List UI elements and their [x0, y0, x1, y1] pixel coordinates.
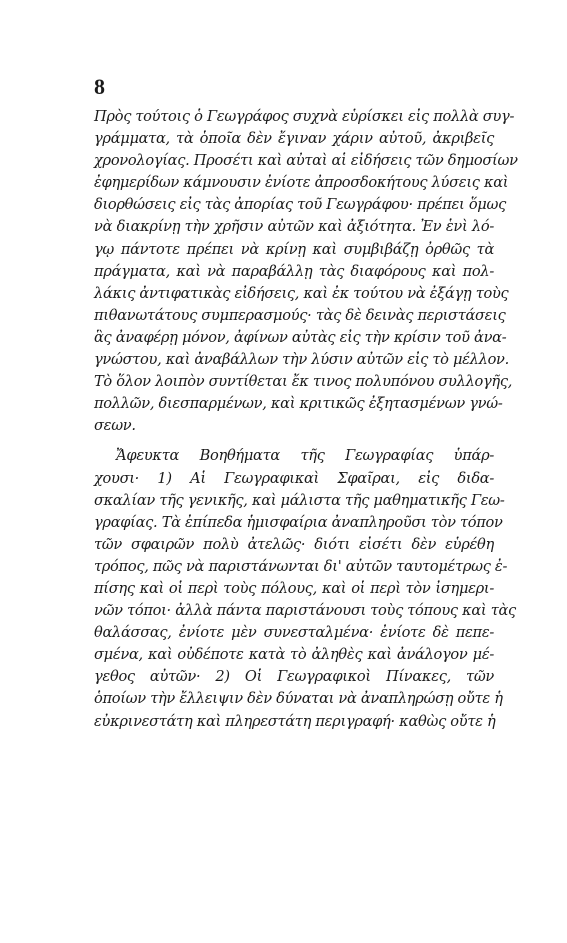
- paragraph-start-line: Ἄφευκτα Βοηθήματα τῆς Γεωγραφίας ὑπάρ-: [116, 447, 494, 465]
- text-line: πίσης καὶ οἱ περὶ τοὺς πόλους, καὶ οἱ περὶ τὸν ἰσημερι-: [94, 579, 494, 597]
- page-number: 8: [94, 74, 105, 99]
- text-line: νῶν τόποι· ἀλλὰ πάντα παριστάνουσι τοὺς τόπους καὶ τὰς: [94, 602, 516, 620]
- text-line: Πρὸς τούτοις ὁ Γεωγράφος συχνὰ εὑρίσκει εἰς πολλὰ συγ-: [94, 108, 515, 125]
- text-line: εὐκρινεστάτη καὶ πληρεστάτη περιγραφή· καθὼς οὔτε ἡ: [94, 712, 496, 730]
- text-line: χουσι· 1) Αἱ Γεωγραφικαὶ Σφαῖραι, εἰς διδα-: [94, 469, 494, 487]
- text-line: τρόπος, πῶς νὰ παριστάνωνται δι' αὐτῶν ταυτομέτρως ἐ-: [94, 557, 508, 575]
- text-line: πολλῶν, διεσπαρμένων, καὶ κριτικῶς ἐξητασμένων γνώ-: [94, 395, 503, 413]
- text-line: Τὸ ὅλον λοιπὸν συντίθεται ἔκ τινος πολυπόνου συλλογῆς,: [94, 373, 513, 391]
- text-line: νὰ διακρίνῃ τὴν χρῆσιν αὐτῶν καὶ ἀξιότητα. Ἐν ἑνὶ λό-: [94, 218, 494, 236]
- text-line: γῳ πάντοτε πρέπει νὰ κρίνῃ καὶ συμβιβάζῃ ὀρθῶς τὰ: [94, 240, 494, 258]
- text-line: σμένα, καὶ οὐδέποτε κατὰ τὸ ἀληθὲς καὶ ἀνάλογον μέ-: [94, 646, 494, 664]
- text-line: σκαλίαν τῆς γενικῆς, καὶ μάλιστα τῆς μαθηματικῆς Γεω-: [94, 491, 505, 509]
- text-line: σεων.: [94, 417, 136, 435]
- text-line: γραφίας. Τὰ ἐπίπεδα ἡμισφαίρια ἀναπληροῦσι τὸν τόπον: [94, 513, 503, 531]
- text-line: πιθανωτάτους συμπερασμούς· τὰς δὲ δεινὰς περιστάσεις: [94, 306, 506, 324]
- text-line: γράμματα, τὰ ὁποῖα δὲν ἔγιναν χάριν αὐτοῦ, ἀκριβεῖς: [94, 130, 494, 148]
- text-line: λάκις ἀντιφατικὰς εἰδήσεις, καὶ ἐκ τούτου νὰ ἐξάγῃ τοὺς: [94, 284, 509, 302]
- text-line: γνώστου, καὶ ἀναβάλλων τὴν λύσιν αὐτῶν εἰς τὸ μέλλον.: [94, 351, 509, 369]
- text-line: πράγματα, καὶ νὰ παραβάλλῃ τὰς διαφόρους καὶ πολ-: [94, 262, 494, 280]
- text-line: ὁποίων τὴν ἔλλειψιν δὲν δύναται νὰ ἀναπληρώσῃ οὔτε ἡ: [94, 690, 503, 708]
- text-line: διορθώσεις εἰς τὰς ἀπορίας τοῦ Γεωγράφου· πρέπει ὅμως: [94, 196, 506, 214]
- text-line: χρονολογίας. Προσέτι καὶ αὐταὶ αἱ εἰδήσεις τῶν δημοσίων: [94, 152, 518, 170]
- text-line: ἐφημερίδων κάμνουσιν ἐνίοτε ἀπροσδοκήτους λύσεις καὶ: [94, 174, 509, 192]
- text-line: γεθος αὐτῶν· 2) Οἱ Γεωγραφικοὶ Πίνακες, τῶν: [94, 668, 494, 686]
- body-text: [94, 106, 518, 733]
- text-line: τῶν σφαιρῶν πολὺ ἀτελῶς· διότι εἰσέτι δὲν εὑρέθη: [94, 535, 494, 553]
- text-line: ἃς ἀναφέρῃ μόνον, ἀφίνων αὐτὰς εἰς τὴν κρίσιν τοῦ ἀνα-: [94, 328, 507, 346]
- text-line: θαλάσσας, ἐνίοτε μὲν συνεσταλμένα· ἐνίοτε δὲ πεπε-: [94, 624, 494, 642]
